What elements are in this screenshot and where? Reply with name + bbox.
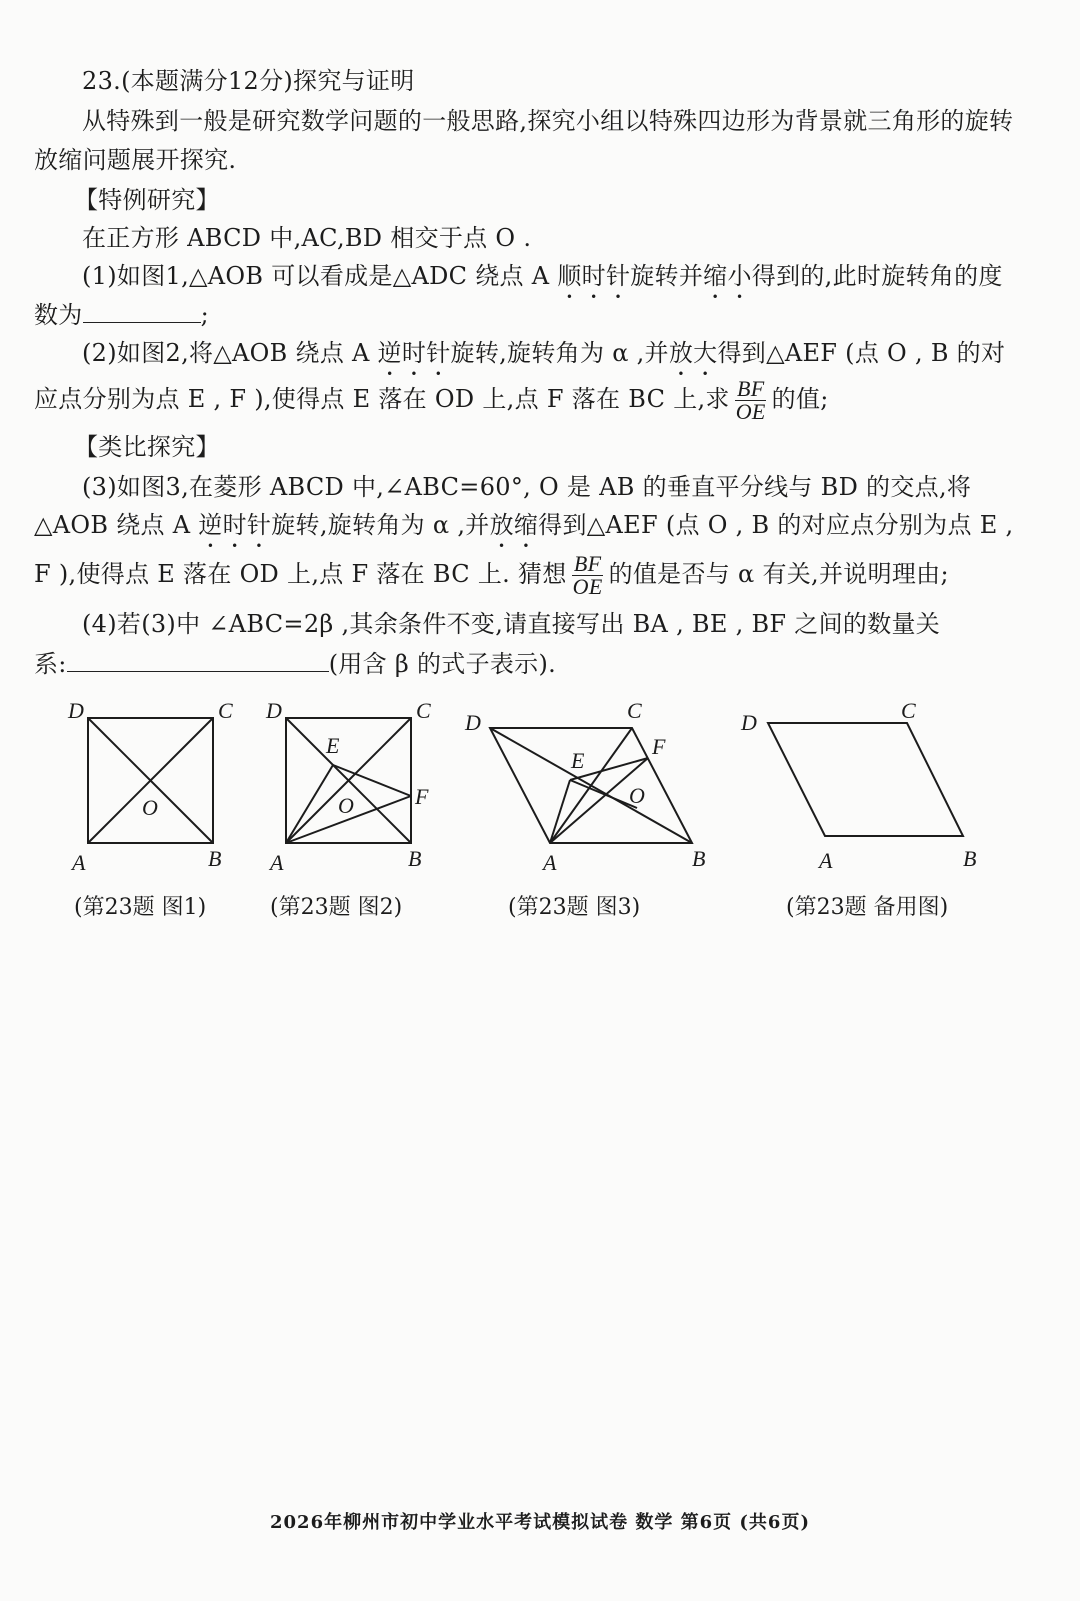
backup-figure-label-a: A bbox=[819, 848, 833, 873]
figure-3-label-e: E bbox=[571, 748, 585, 773]
figure-3-label-a: A bbox=[543, 850, 557, 875]
figure-1-label-b: B bbox=[208, 846, 222, 871]
backup-figure-label-b: B bbox=[963, 846, 977, 871]
part-2-line-1: (2)如图2,将△AOB 绕点 A 逆时针旋转,旋转角为 α ,并放大得到△AEF (点 O , B 的对 bbox=[82, 339, 1006, 367]
backup-figure-label-d: D bbox=[741, 710, 757, 735]
answer-blank-1[interactable] bbox=[83, 300, 201, 323]
page-footer: 2026年柳州市初中学业水平考试模拟试卷 数学 第6页 (共6页) bbox=[270, 1512, 810, 1533]
figure-2-label-c: C bbox=[416, 698, 431, 723]
caption-figure-2: (第23题 图2) bbox=[270, 895, 403, 920]
part-1-line-2: 数为 ; bbox=[34, 301, 209, 329]
section-special-heading: 【特例研究】 bbox=[74, 186, 220, 214]
caption-backup-figure: (第23题 备用图) bbox=[786, 895, 949, 920]
figure-2-label-o: O bbox=[338, 793, 354, 818]
figure-2-label-a: A bbox=[270, 850, 284, 875]
figure-2-segment-ef bbox=[333, 765, 411, 796]
figure-3-label-f: F bbox=[652, 734, 666, 759]
answer-blank-4[interactable] bbox=[67, 649, 329, 672]
fraction-bf-oe-2: $\frac{BF}{OE}$ bbox=[572, 551, 603, 599]
part-3-line-3: F ),使得点 E 落在 OD 上,点 F 落在 BC 上. 猜想 $\frac{BF}{OE}$ 的值是否与 α 有关,并说明理由; bbox=[34, 551, 949, 599]
setup-text: 在正方形 ABCD 中,AC,BD 相交于点 O . bbox=[82, 224, 532, 252]
part-4-line-1: (4)若(3)中 ∠ABC=2β ,其余条件不变,请直接写出 BA , BE , BF 之间的数量关 bbox=[82, 610, 941, 638]
part-1-line-1: (1)如图1,△AOB 可以看成是△ADC 绕点 A 顺时针旋转并缩小得到的,此时旋转角的度 bbox=[82, 262, 1003, 290]
figure-1-label-d: D bbox=[68, 698, 84, 723]
figure-1 bbox=[60, 690, 250, 880]
part-3-line-1: (3)如图3,在菱形 ABCD 中,∠ABC=60°, O 是 AB 的垂直平分线与 BD 的交点,将 bbox=[82, 473, 972, 501]
question-header: 23.(本题满分12分)探究与证明 bbox=[82, 67, 415, 95]
intro-line-1: 从特殊到一般是研究数学问题的一般思路,探究小组以特殊四边形为背景就三角形的旋转 bbox=[82, 107, 1014, 135]
figure-2-label-f: F bbox=[415, 784, 429, 809]
part-2-line-2: 应点分别为点 E , F ),使得点 E 落在 OD 上,点 F 落在 BC 上,求 $\frac{BF}{OE}$ 的值; bbox=[34, 376, 829, 424]
figure-3-label-o: O bbox=[629, 783, 645, 808]
intro-line-2: 放缩问题展开探究. bbox=[34, 146, 237, 174]
figure-3-segment-eo bbox=[570, 780, 637, 808]
figure-1-label-o: O bbox=[142, 795, 158, 820]
caption-figure-1: (第23题 图1) bbox=[74, 895, 207, 920]
figure-2 bbox=[258, 690, 448, 880]
figure-1-label-a: A bbox=[72, 850, 86, 875]
part-3-line-2: △AOB 绕点 A 逆时针旋转,旋转角为 α ,并放缩得到△AEF (点 O , B 的对应点分别为点 E , bbox=[34, 511, 1014, 539]
figure-1-label-c: C bbox=[218, 698, 233, 723]
figure-2-label-b: B bbox=[408, 846, 422, 871]
part-4-line-2: 系: (用含 β 的式子表示). bbox=[34, 650, 557, 678]
figure-2-label-e: E bbox=[326, 733, 340, 758]
section-analogy-heading: 【类比探究】 bbox=[74, 433, 220, 461]
figure-2-label-d: D bbox=[266, 698, 282, 723]
backup-figure bbox=[735, 690, 1005, 880]
figure-3 bbox=[455, 690, 725, 880]
figure-3-label-c: C bbox=[627, 698, 642, 723]
caption-figure-3: (第23题 图3) bbox=[508, 895, 641, 920]
backup-figure-label-c: C bbox=[901, 698, 916, 723]
figure-3-label-b: B bbox=[692, 846, 706, 871]
backup-figure-rhombus bbox=[768, 723, 963, 836]
fraction-bf-oe: $\frac{BF}{OE}$ bbox=[735, 376, 766, 424]
figure-3-label-d: D bbox=[465, 710, 481, 735]
